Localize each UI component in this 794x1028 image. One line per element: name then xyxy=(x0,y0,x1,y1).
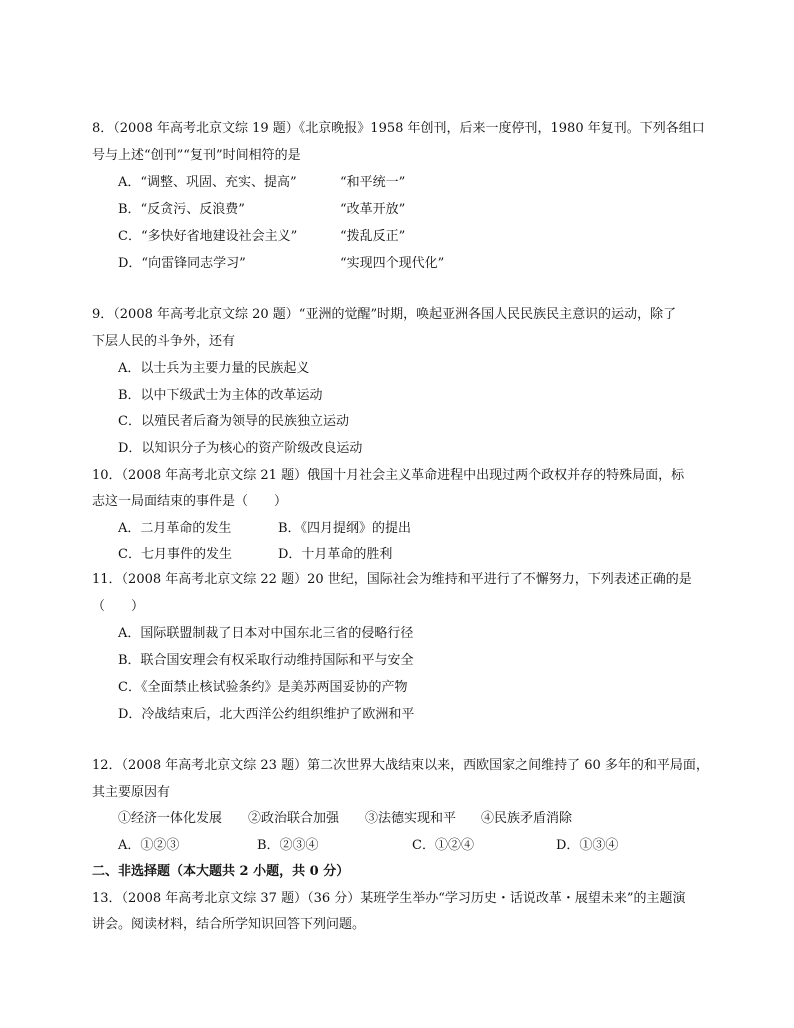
q12-item-3: ③法德实现和平 xyxy=(365,811,457,826)
q8-option-b-right: “改革开放” xyxy=(340,202,406,217)
q12-stem-line1: 12．（2008 年高考北京文综 23 题）第二次世界大战结束以来，西欧国家之间维持了 60 多年的和平局面， xyxy=(92,758,709,773)
q8-option-b-left: B．“反贪污、反浪费” xyxy=(118,202,245,217)
q11-stem-line2: （ ） xyxy=(92,599,145,614)
q10-option-a: A．二月革命的发生 xyxy=(118,521,232,536)
q8-option-d-left: D．“向雷锋同志学习” xyxy=(118,256,246,271)
q8-stem-line1: 8．（2008 年高考北京文综 19 题）《北京晚报》1958 年创刊，后来一度停刊，1980 年复刊。下列各组口 xyxy=(92,121,705,136)
q10-option-b: B．《四月提纲》的提出 xyxy=(278,521,412,536)
q12-item-1: ①经济一体化发展 xyxy=(118,811,223,826)
q10-stem-line1: 10．（2008 年高考北京文综 21 题）俄国十月社会主义革命进程中出现过两个政权并存的特殊局面，标 xyxy=(92,468,685,483)
q12-item-2: ②政治联合加强 xyxy=(248,811,340,826)
q8-stem-line2: 号与上述“创刊”“复刊”时间相符的是 xyxy=(92,148,301,163)
q12-option-a: A．①②③ xyxy=(118,838,180,853)
q10-option-d: D．十月革命的胜利 xyxy=(278,547,393,562)
q11-option-c: C．《全面禁止核试验条约》是美苏两国妥协的产物 xyxy=(118,680,408,695)
q9-option-c: C．以殖民者后裔为领导的民族独立运动 xyxy=(118,414,349,429)
q12-option-d: D．①③④ xyxy=(556,838,619,853)
q11-option-b: B．联合国安理会有权采取行动维持国际和平与安全 xyxy=(118,653,414,668)
q11-option-d: D．冷战结束后，北大西洋公约组织维护了欧洲和平 xyxy=(118,707,415,722)
q8-option-a-left: A．“调整、巩固、充实、提高” xyxy=(118,175,297,190)
q9-option-a: A．以士兵为主要力量的民族起义 xyxy=(118,361,310,376)
q11-stem-line1: 11．（2008 年高考北京文综 22 题）20 世纪，国际社会为维持和平进行了不懈努力，下列表述正确的是 xyxy=(92,572,692,587)
q13-stem-line2: 讲会。阅读材料，结合所学知识回答下列问题。 xyxy=(92,917,366,932)
q10-option-c: C．七月事件的发生 xyxy=(118,547,232,562)
q9-stem-line2: 下层人民的斗争外，还有 xyxy=(92,334,236,349)
q9-option-b: B．以中下级武士为主体的改革运动 xyxy=(118,388,323,403)
q12-stem-line2: 其主要原因有 xyxy=(92,785,171,800)
q8-option-c-left: C．“多快好省地建设社会主义” xyxy=(118,229,298,244)
q11-option-a: A．国际联盟制裁了日本对中国东北三省的侵略行径 xyxy=(118,626,414,641)
q12-option-c: C．①②④ xyxy=(412,838,474,853)
q8-option-a-right: “和平统一” xyxy=(340,175,406,190)
q9-stem-line1: 9．（2008 年高考北京文综 20 题）“亚洲的觉醒”时期，唤起亚洲各国人民民族民主意识的运动，除了 xyxy=(92,307,677,322)
q12-item-4: ④民族矛盾消除 xyxy=(481,811,573,826)
q8-option-d-right: “实现四个现代化” xyxy=(340,256,445,271)
q13-stem-line1: 13．（2008 年高考北京文综 37 题）（36 分）某班学生举办“学习历史・话说改革・展望未来”的主题演 xyxy=(92,891,686,906)
q12-option-b: B．②③④ xyxy=(257,838,319,853)
section-heading: 二、非选择题（本大题共 2 小题，共 0 分） xyxy=(92,864,350,879)
q8-option-c-right: “拨乱反正” xyxy=(340,229,406,244)
q9-option-d: D．以知识分子为核心的资产阶级改良运动 xyxy=(118,441,363,456)
q10-stem-line2: 志这一局面结束的事件是（ ） xyxy=(92,494,288,509)
